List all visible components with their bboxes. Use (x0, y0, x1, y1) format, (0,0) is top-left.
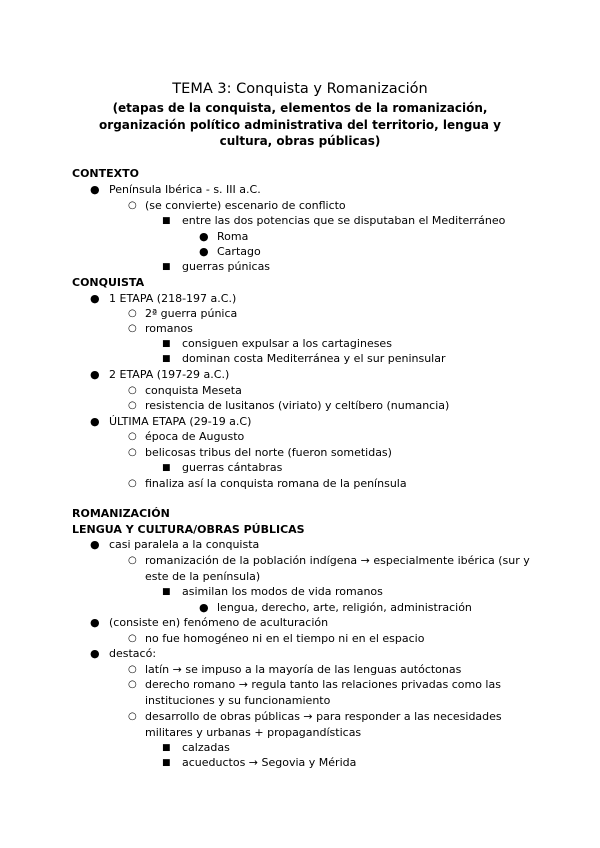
bullet-level2: ○ (128, 679, 137, 690)
bullet-level2: ○ (128, 400, 137, 411)
list-item: derecho romano → regula tanto las relaciones privadas como las instituciones y su funcionamiento (145, 678, 501, 707)
bullet-level1: ● (90, 292, 100, 305)
bullet-level2: ○ (128, 478, 137, 489)
list-item: destacó: (109, 647, 157, 660)
list-item: (consiste en) fenómeno de aculturación (109, 616, 329, 629)
bullet-level3: ■ (162, 587, 171, 597)
bullet-level3: ■ (162, 354, 171, 364)
list-item: Península Ibérica - s. III a.C. (109, 183, 261, 196)
list-item: 2 ETAPA (197-29 a.C.) (109, 368, 230, 381)
bullet-level2: ○ (128, 633, 137, 644)
list-item: conquista Meseta (145, 384, 242, 397)
list-item: belicosas tribus del norte (fueron sometidas) (145, 446, 392, 459)
bullet-level2: ○ (128, 200, 137, 211)
bullet-level3: ■ (162, 463, 171, 473)
list-item: asimilan los modos de vida romanos (182, 585, 383, 598)
list-item: romanización de la población indígena → especialmente ibérica (sur y este de la península) (145, 554, 530, 583)
section-heading-conquista: CONQUISTA (72, 276, 145, 289)
list-item: entre las dos potencias que se disputaban el Mediterráneo (182, 214, 506, 227)
list-item: guerras cántabras (182, 461, 283, 474)
list-item: (se convierte) escenario de conflicto (145, 199, 346, 212)
list-item: romanos (145, 322, 193, 335)
list-item: 1 ETAPA (218-197 a.C.) (109, 292, 237, 305)
bullet-level1: ● (90, 415, 100, 428)
bullet-level3: ■ (162, 262, 171, 272)
bullet-level2: ○ (128, 308, 137, 319)
list-item: ÚLTIMA ETAPA (29-19 a.C) (109, 415, 252, 428)
list-item: Cartago (217, 245, 261, 258)
bullet-level1: ● (90, 538, 100, 551)
bullet-level1: ● (90, 368, 100, 381)
bullet-level4: ● (199, 245, 209, 258)
list-item: finaliza así la conquista romana de la península (145, 477, 407, 490)
bullet-level1: ● (90, 616, 100, 629)
list-item: lengua, derecho, arte, religión, administración (217, 601, 472, 614)
list-item: latín → se impuso a la mayoría de las lenguas autóctonas (145, 663, 462, 676)
bullet-level2: ○ (128, 323, 137, 334)
bullet-level2: ○ (128, 447, 137, 458)
bullet-level1: ● (90, 183, 100, 196)
section-subheading-lengua-cultura: LENGUA Y CULTURA/OBRAS PÚBLICAS (72, 523, 305, 536)
bullet-level1: ● (90, 647, 100, 660)
bullet-level3: ■ (162, 743, 171, 753)
bullet-level4: ● (199, 601, 209, 614)
bullet-level3: ■ (162, 758, 171, 768)
bullet-level2: ○ (128, 664, 137, 675)
section-heading-romanizacion: ROMANIZACIÓN (72, 507, 170, 520)
list-item: dominan costa Mediterránea y el sur peninsular (182, 352, 446, 365)
list-item: resistencia de lusitanos (viriato) y celtíbero (numancia) (145, 399, 450, 412)
list-item: 2ª guerra púnica (145, 307, 238, 320)
list-item: Roma (217, 230, 249, 243)
list-item: calzadas (182, 741, 230, 754)
bullet-level4: ● (199, 230, 209, 243)
list-item: casi paralela a la conquista (109, 538, 260, 551)
bullet-level2: ○ (128, 711, 137, 722)
list-item: consiguen expulsar a los cartagineses (182, 337, 392, 350)
bullet-level3: ■ (162, 216, 171, 226)
document-subtitle: (etapas de la conquista, elementos de la romanización, organización político administrativa del territorio, lengua y cultura, obras públicas) (99, 101, 501, 148)
bullet-level3: ■ (162, 339, 171, 349)
list-item: guerras púnicas (182, 260, 271, 273)
bullet-level2: ○ (128, 385, 137, 396)
document-title: TEMA 3: Conquista y Romanización (172, 81, 428, 97)
list-item: época de Augusto (145, 430, 245, 443)
bullet-level2: ○ (128, 555, 137, 566)
list-item: desarrollo de obras públicas → para responder a las necesidades militares y urbanas + propagandísticas (145, 710, 502, 739)
bullet-level2: ○ (128, 431, 137, 442)
list-item: no fue homogéneo ni en el tiempo ni en el espacio (145, 632, 425, 645)
section-heading-contexto: CONTEXTO (72, 167, 139, 180)
list-item: acueductos → Segovia y Mérida (182, 756, 357, 769)
